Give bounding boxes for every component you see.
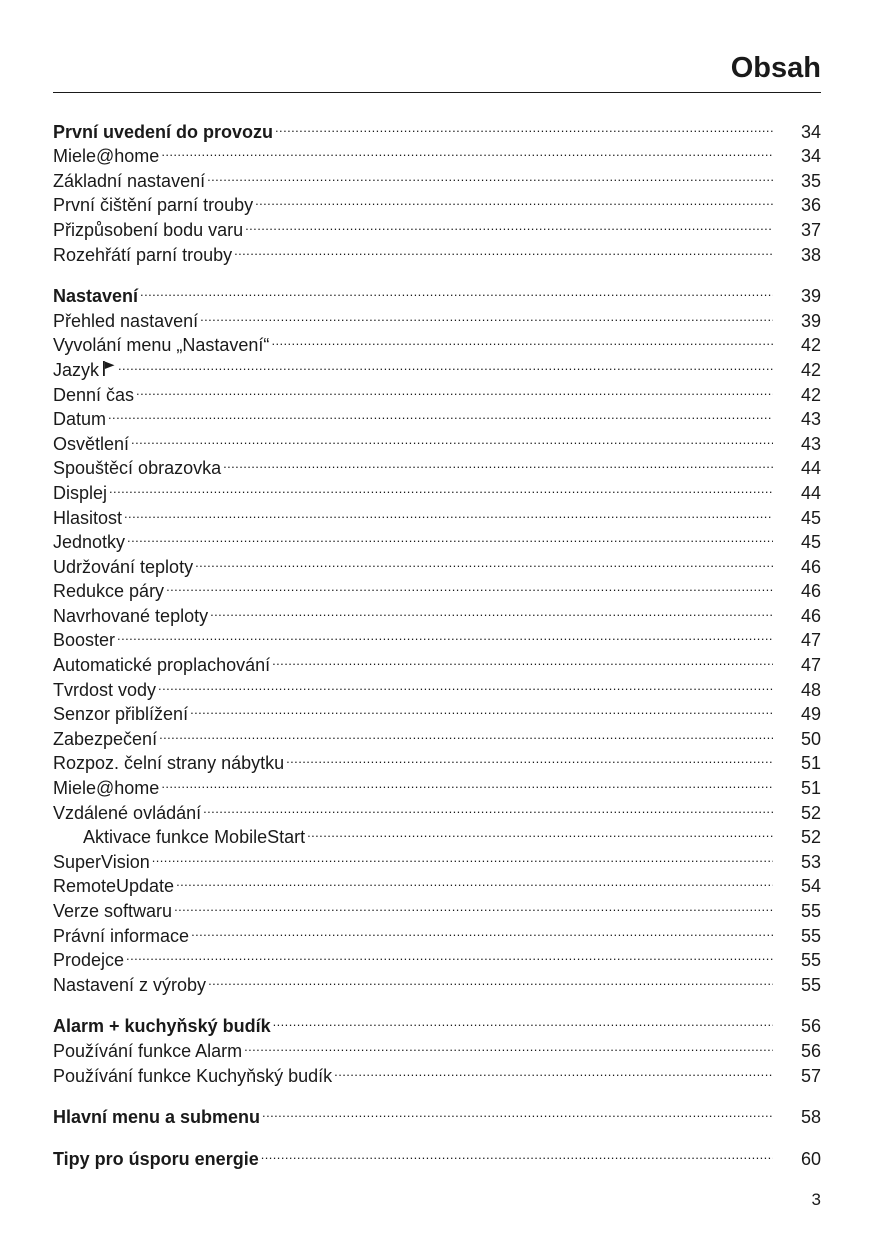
toc-entry-page: 47 [800, 655, 821, 676]
toc-entry[interactable] [53, 1099, 821, 1128]
toc-entry[interactable] [53, 113, 821, 142]
toc-entry-label: Hlasitost [53, 507, 123, 528]
dot-leader [262, 1099, 773, 1124]
toc-entry-label: Tvrdost vody [53, 679, 157, 700]
toc-entry[interactable] [53, 573, 821, 602]
toc-entry-label: Udržování teploty [53, 556, 194, 577]
toc-entry-label: Přehled nastavení [53, 310, 199, 331]
table-of-contents [53, 113, 821, 1169]
toc-entry-label: Aktivace funkce MobileStart [83, 827, 306, 848]
toc-entry-page: 50 [800, 728, 821, 749]
toc-entry-page: 34 [800, 146, 821, 167]
toc-entry-page: 55 [800, 925, 821, 946]
toc-entry-page: 51 [800, 753, 821, 774]
flag-icon [102, 360, 116, 377]
toc-entry-label: Prodejce [53, 950, 125, 971]
toc-entry-label: Jednotky [53, 532, 126, 553]
toc-entry-page: 57 [800, 1065, 821, 1086]
dot-leader [275, 113, 773, 138]
dot-leader [207, 162, 773, 187]
toc-entry[interactable] [53, 646, 821, 676]
toc-entry-label: Senzor přiblížení [53, 704, 189, 725]
toc-entry-label: Displej [53, 482, 108, 503]
toc-entry-page: 55 [800, 901, 821, 921]
toc-entry-page: 45 [800, 507, 821, 528]
toc-entry-label: Spouštěcí obrazovka [53, 458, 222, 479]
toc-section [53, 113, 821, 265]
toc-entry[interactable] [53, 769, 821, 799]
toc-section [53, 1008, 821, 1086]
toc-entry-page: 42 [800, 359, 821, 380]
toc-entry-page: 39 [800, 286, 821, 307]
toc-entry[interactable] [53, 745, 821, 774]
toc-entry[interactable] [53, 138, 821, 167]
toc-entry-label: Alarm + kuchyňský budík [53, 1016, 271, 1037]
toc-entry-label: Booster [53, 630, 116, 651]
toc-entry[interactable] [53, 548, 821, 577]
toc-entry-label: Nastavení [53, 286, 139, 307]
toc-entry[interactable] [53, 622, 821, 651]
dot-leader [234, 236, 773, 261]
dot-leader [255, 187, 773, 212]
toc-entry[interactable] [53, 942, 821, 971]
dot-leader [195, 548, 773, 573]
dot-leader [245, 211, 773, 236]
toc-entry[interactable] [53, 720, 821, 749]
toc-entry-label: Tipy pro úsporu energie [53, 1148, 259, 1169]
dot-leader [176, 868, 773, 893]
toc-entry-label: Miele@home [53, 778, 160, 799]
toc-entry-label: Nastavení z výroby [53, 974, 207, 995]
dot-leader [161, 138, 773, 163]
dot-leader [131, 425, 773, 450]
toc-entry[interactable] [53, 401, 821, 430]
dot-leader [191, 917, 773, 942]
dot-leader [210, 597, 773, 622]
toc-entry-label: Vzdálené ovládání [53, 802, 202, 823]
toc-entry-page: 42 [800, 335, 821, 356]
toc-section [53, 278, 821, 995]
toc-entry-page: 52 [800, 827, 821, 848]
toc-entry-page: 42 [800, 384, 821, 405]
toc-entry-label: RemoteUpdate [53, 876, 175, 897]
toc-entry[interactable] [53, 425, 821, 454]
toc-entry[interactable] [53, 302, 821, 331]
toc-entry-page: 51 [800, 778, 821, 799]
toc-entry[interactable] [53, 1008, 821, 1037]
toc-entry-label: Rozpoz. čelní strany nábytku [53, 753, 285, 774]
dot-leader [118, 351, 773, 376]
toc-entry-page: 46 [800, 581, 821, 602]
toc-entry-label: Redukce páry [53, 581, 165, 602]
toc-entry-page: 37 [800, 219, 821, 240]
toc-entry[interactable] [53, 696, 821, 725]
toc-entry[interactable] [53, 474, 821, 503]
dot-leader [126, 942, 773, 967]
toc-section [53, 1140, 821, 1169]
dot-leader [158, 671, 773, 696]
toc-entry-page: 44 [800, 482, 821, 503]
toc-entry-label: Používání funkce Kuchyňský budík [53, 1065, 333, 1086]
dot-leader [273, 1008, 773, 1033]
toc-entry-page: 60 [800, 1148, 821, 1169]
toc-entry-page: 44 [800, 458, 821, 479]
toc-entry[interactable] [53, 499, 821, 528]
dot-leader [159, 720, 773, 745]
toc-entry-label: Denní čas [53, 384, 135, 405]
dot-leader [271, 327, 773, 352]
toc-entry-label: Přizpůsobení bodu varu [53, 219, 244, 240]
dot-leader [203, 794, 773, 819]
toc-entry-label: Právní informace [53, 925, 190, 946]
dot-leader [109, 474, 773, 499]
toc-entry[interactable] [53, 278, 821, 307]
toc-entry[interactable] [53, 671, 821, 700]
toc-entry-page: 56 [800, 1016, 821, 1037]
dot-leader [261, 1140, 773, 1165]
page-number: 3 [811, 1190, 821, 1209]
toc-entry-label: Datum [53, 409, 107, 430]
dot-leader [124, 499, 773, 524]
toc-entry-page: 55 [800, 974, 821, 995]
toc-entry-page: 36 [800, 195, 821, 216]
toc-entry[interactable] [53, 1140, 821, 1169]
dot-leader [190, 696, 773, 721]
dot-leader [174, 892, 773, 917]
dot-leader [208, 966, 773, 991]
dot-leader [108, 401, 773, 426]
dot-leader [286, 745, 773, 770]
toc-entry-page: 45 [800, 532, 821, 553]
toc-entry-page: 52 [800, 802, 821, 823]
toc-entry-label: Vyvolání menu „Nastavení“ [53, 335, 270, 356]
dot-leader [117, 622, 773, 647]
dot-leader [200, 302, 773, 327]
toc-entry-label: Miele@home [53, 146, 160, 167]
toc-entry[interactable] [53, 794, 821, 823]
toc-entry-page: 55 [800, 950, 821, 971]
toc-section [53, 1099, 821, 1128]
toc-entry[interactable] [53, 376, 821, 405]
toc-entry-page: 46 [800, 605, 821, 626]
toc-entry-label: Navrhované teploty [53, 605, 209, 626]
toc-entry-page: 35 [800, 170, 821, 191]
toc-entry-label: Verze softwaru [53, 901, 173, 921]
dot-leader [334, 1057, 773, 1082]
toc-entry[interactable] [53, 597, 821, 626]
toc-entry[interactable] [53, 868, 821, 897]
toc-entry-page: 56 [800, 1040, 821, 1061]
toc-entry-label: Jazyk [53, 358, 116, 383]
toc-entry-page: 53 [800, 851, 821, 872]
toc-entry-label: Osvětlení [53, 433, 130, 454]
toc-entry[interactable] [53, 351, 821, 380]
toc-entry-label: První čištění parní trouby [53, 195, 254, 216]
toc-entry-page: 49 [800, 704, 821, 725]
toc-entry-label: SuperVision [53, 851, 150, 872]
toc-entry-page: 38 [800, 244, 821, 265]
toc-entry-label: Hlavní menu a submenu [53, 1107, 261, 1128]
toc-entry[interactable] [53, 162, 821, 191]
dot-leader [166, 573, 773, 598]
toc-entry-label: Používání funkce Alarm [53, 1040, 243, 1061]
toc-entry-label: Zabezpečení [53, 728, 158, 749]
toc-entry-page: 46 [800, 556, 821, 577]
toc-entry-page: 43 [800, 409, 821, 430]
dot-leader [152, 843, 773, 868]
dot-leader [140, 278, 773, 303]
title-divider [53, 92, 821, 93]
toc-entry-page: 47 [800, 630, 821, 651]
toc-entry-page: 43 [800, 433, 821, 454]
toc-entry-page: 54 [800, 876, 821, 897]
dot-leader [136, 376, 773, 401]
toc-entry[interactable] [53, 450, 821, 479]
toc-entry[interactable] [53, 843, 821, 872]
page-title: Obsah [730, 52, 821, 84]
toc-entry-page: 34 [800, 121, 821, 142]
toc-entry-label: První uvedení do provozu [53, 121, 274, 142]
dot-leader [244, 1032, 773, 1057]
toc-entry-label: Základní nastavení [53, 170, 206, 191]
toc-entry[interactable] [53, 966, 821, 995]
dot-leader [161, 769, 773, 794]
toc-entry-label: Rozehřátí parní trouby [53, 244, 233, 265]
dot-leader [307, 819, 773, 844]
dot-leader [127, 524, 773, 549]
dot-leader [223, 450, 773, 475]
dot-leader [272, 646, 773, 671]
toc-entry[interactable] [53, 524, 821, 553]
toc-entry-page: 58 [800, 1107, 821, 1128]
toc-entry-page: 48 [800, 679, 821, 700]
toc-entry-label: Automatické proplachování [53, 655, 271, 676]
toc-entry-page: 39 [800, 310, 821, 331]
